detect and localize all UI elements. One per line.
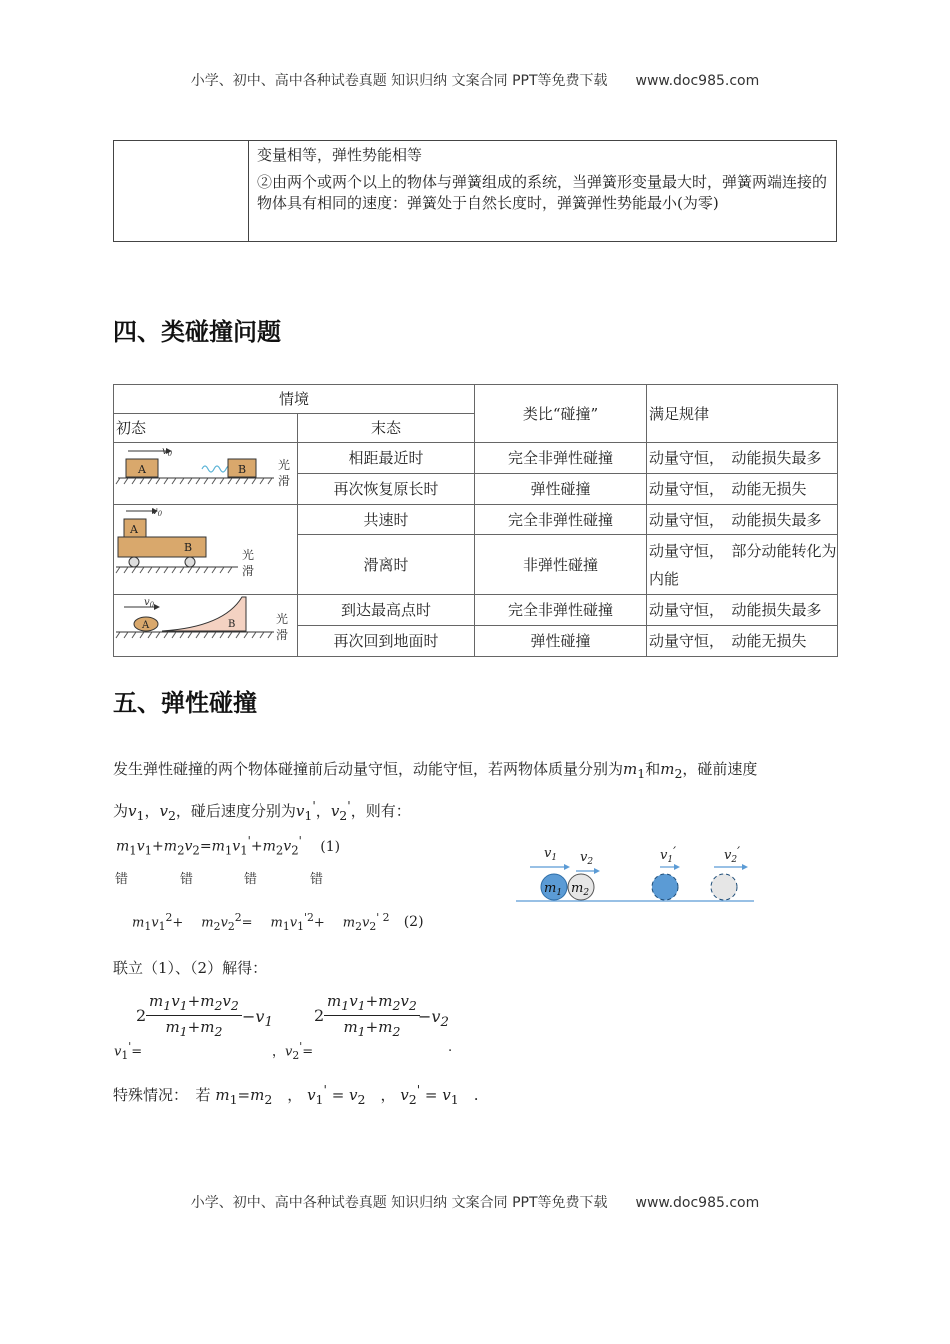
- figure-slope-cell: [114, 595, 298, 657]
- spring-table-content-cell: [249, 141, 837, 242]
- th-scene: 情境: [114, 385, 475, 414]
- row5-final: 到达最高点时: [298, 595, 475, 626]
- eq2-tag: (2): [403, 914, 424, 931]
- spring-table-empty-cell: [114, 141, 249, 242]
- page-header: [0, 70, 950, 90]
- minus-v2: $-v_2$: [418, 1007, 449, 1031]
- period-mark: .: [448, 1040, 453, 1055]
- row1-final: 相距最近时: [298, 443, 475, 474]
- spring-blocks-figure: [114, 443, 298, 499]
- fig-v1: $v_1$: [544, 846, 558, 863]
- comma-sep: ，$v_2'=$: [272, 1040, 314, 1062]
- section-5-title: 五、弹性碰撞: [113, 689, 257, 717]
- fig2-b: B: [184, 541, 193, 554]
- elastic-intro-line-1: 发生弹性碰撞的两个物体碰撞前后动量守恒，动能守恒，若两物体质量分别为$m_1$和$m_2$，碰前速度: [113, 760, 758, 781]
- ball-slope-figure: [114, 595, 298, 651]
- fig1-b: B: [238, 463, 247, 476]
- fig2-smooth-1: 光: [242, 548, 255, 562]
- special-case: 特殊情况： 若 $m_1=m_2$ ， $v_1' = v_2$ ， $v_2' = v_1$ .: [113, 1082, 479, 1107]
- coef-2-b: 2: [314, 1006, 325, 1025]
- row4-final: 滑离时: [298, 535, 475, 595]
- fig3-smooth-2: 滑: [276, 628, 289, 642]
- header-site[interactable]: www.doc985.com: [635, 73, 760, 89]
- row6-final: 再次回到地面时: [298, 626, 475, 657]
- solve-text: 联立（1）、（2）解得：: [113, 959, 268, 977]
- row3-law: 动量守恒， 动能损失最多: [647, 505, 838, 535]
- row5-analogy: 完全非弹性碰撞: [475, 595, 647, 626]
- fig3-v0: $v_0$: [144, 597, 155, 609]
- figure-board-cell: [114, 505, 298, 595]
- elastic-intro-line-2: 为$v_1$，$v_2$，碰后速度分别为$v_1'$，$v_2'$，则有：: [113, 798, 411, 823]
- fig2-smooth-2: 滑: [242, 564, 255, 578]
- fig-v1-prime: $v_1'$: [660, 845, 677, 865]
- fig3-smooth-1: 光: [276, 612, 289, 626]
- header-text: 小学、初中、高中各种试卷真题 知识归纳 文案合同 PPT等免费下载: [190, 73, 608, 89]
- fig2-v0: $v_0$: [152, 506, 163, 518]
- fig-m1: $m_1$: [544, 881, 563, 898]
- spring-table: [113, 140, 837, 242]
- row1-analogy: 完全非弹性碰撞: [475, 443, 647, 474]
- row4-analogy: 非弹性碰撞: [475, 535, 647, 595]
- block-board-figure: [114, 505, 298, 589]
- row3-final: 共速时: [298, 505, 475, 535]
- energy-equation: $m_1v_1^2+ m_2v_2^2= m_1v_1^{'2}+ m_2v_2^{' 2}$ (2): [132, 911, 424, 933]
- fig1-smooth-2: 滑: [278, 474, 291, 488]
- half-mark-3: 错: [244, 872, 258, 887]
- row3-analogy: 完全非弹性碰撞: [475, 505, 647, 535]
- fig2-a: A: [130, 523, 138, 536]
- v2-fraction: $\frac{m_1v_1+m_2v_2}{m_1+m_2}$: [324, 992, 420, 1039]
- row2-final: 再次恢复原长时: [298, 474, 475, 505]
- half-mark-4: 错: [310, 872, 324, 887]
- elastic-collision-figure: [514, 842, 760, 908]
- fig-v2-prime: $v_2'$: [724, 845, 741, 865]
- half-mark-2: 错: [180, 872, 194, 887]
- fig1-v0: $v_0$: [162, 446, 173, 458]
- th-analogy: 类比“碰撞”: [475, 385, 647, 443]
- row2-law: 动量守恒， 动能无损失: [647, 474, 838, 505]
- momentum-equation: $m_1v_1+m_2v_2=m_1v_1'+m_2v_2'$ (1): [116, 834, 341, 858]
- collision-analogy-table: [113, 384, 838, 657]
- fig3-a: A: [142, 620, 150, 631]
- minus-v1: $-v_1$: [242, 1007, 273, 1031]
- row2-analogy: 弹性碰撞: [475, 474, 647, 505]
- fig-v2: $v_2$: [580, 850, 594, 867]
- figure-spring-cell: [114, 443, 298, 505]
- spring-line-1: 变量相等，弹性势能相等: [257, 146, 423, 164]
- half-mark-1: 错: [115, 872, 129, 887]
- th-final: 末态: [298, 414, 475, 443]
- eq1-tag: (1): [320, 838, 341, 855]
- page-footer: [0, 1192, 950, 1212]
- th-law: 满足规律: [647, 385, 838, 443]
- footer-text: 小学、初中、高中各种试卷真题 知识归纳 文案合同 PPT等免费下载: [190, 1195, 608, 1211]
- fig-m2: $m_2$: [571, 881, 590, 898]
- section-4-title: 四、类碰撞问题: [113, 318, 281, 346]
- v1-prime-label: $v_1'=$: [114, 1040, 143, 1062]
- footer-site[interactable]: www.doc985.com: [635, 1195, 760, 1211]
- row6-analogy: 弹性碰撞: [475, 626, 647, 657]
- spring-line-2: ②由两个或两个以上的物体与弹簧组成的系统，当弹簧形变量最大时，弹簧两端连接的物体具有相同的速度：弹簧处于自然长度时，弹簧弹性势能最小(为零): [257, 173, 828, 212]
- th-initial: 初态: [114, 414, 298, 443]
- fig3-b: B: [228, 619, 236, 630]
- row5-law: 动量守恒， 动能损失最多: [647, 595, 838, 626]
- v1-fraction: $\frac{m_1v_1+m_2v_2}{m_1+m_2}$: [146, 992, 242, 1039]
- row1-law: 动量守恒， 动能损失最多: [647, 443, 838, 474]
- row4-law: 动量守恒， 部分动能转化为内能: [647, 535, 838, 595]
- fig1-smooth-1: 光: [278, 458, 291, 472]
- fig1-a: A: [138, 463, 146, 476]
- row6-law: 动量守恒， 动能无损失: [647, 626, 838, 657]
- coef-2-a: 2: [136, 1006, 147, 1025]
